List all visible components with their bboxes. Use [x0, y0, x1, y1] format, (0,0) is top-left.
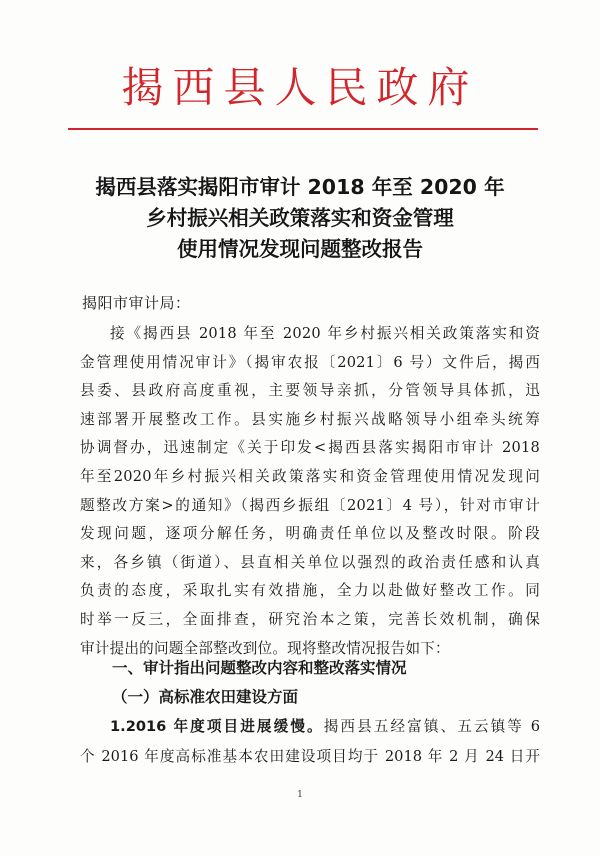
- title-line-3: 使用情况发现问题整改报告: [177, 237, 423, 261]
- title-line-2: 乡村振兴相关政策落实和资金管理: [146, 206, 454, 230]
- body-line: 金管理使用情况审计》（揭审农报〔2021〕6 号）文件后，揭西: [80, 353, 540, 371]
- item-line: [80, 712, 540, 742]
- section-heading: 一、审计指出问题整改内容和整改落实情况: [112, 659, 407, 677]
- document-title: [0, 172, 600, 265]
- body-line: 来，各乡镇（街道）、县直相关单位以强烈的政治责任感和认真: [80, 553, 540, 571]
- recipient-salutation: 揭阳市审计局：: [82, 294, 191, 312]
- body-line: 接《揭西县 2018 年至 2020 年乡村振兴相关政策落实和资: [110, 325, 540, 342]
- letterhead-org-name: 揭西县人民政府: [121, 63, 479, 112]
- body-line: 题整改方案>的通知》（揭西乡振组〔2021〕4 号），针对市审计: [80, 496, 540, 514]
- subsection-heading: （一）高标准农田建设方面: [112, 687, 299, 706]
- page-number: 1: [297, 790, 303, 800]
- item-body-text: 揭西县五经富镇、五云镇等 6: [323, 718, 540, 735]
- body-line: 协调督办，迅速制定《关于印发<揭西县落实揭阳市审计 2018: [80, 439, 540, 457]
- body-line: 审计提出的问题全部整改到位。现将整改情况报告如下：: [80, 639, 450, 657]
- body-line: 时举一反三，全面排查，研究治本之策，完善长效机制，确保: [80, 610, 540, 628]
- body-line: 发现问题，逐项分解任务，明确责任单位以及整改时限。阶段: [80, 525, 540, 543]
- item-lead-text: 1.2016 年度项目进展缓慢。: [110, 718, 324, 735]
- letterhead-red-rule: [68, 128, 538, 130]
- item-line: 个 2016 年度高标准基本农田建设项目均于 2018 年 2 月 24 日开: [80, 748, 540, 765]
- body-line: 速部署开展整改工作。县实施乡村振兴战略领导小组牵头统筹: [80, 410, 540, 428]
- body-paragraph: [80, 320, 540, 663]
- title-line-1: 揭西县落实揭阳市审计 2018 年至 2020 年: [95, 175, 505, 199]
- body-line: 负责的态度，采取扎实有效措施，全力以赴做好整改工作。同: [80, 582, 540, 600]
- body-line: 县委、县政府高度重视，主要领导亲抓，分管领导具体抓，迅: [80, 382, 540, 400]
- body-line: 年至2020年乡村振兴相关政策落实和资金管理使用情况发现问: [80, 467, 540, 485]
- item-paragraph: [80, 712, 540, 772]
